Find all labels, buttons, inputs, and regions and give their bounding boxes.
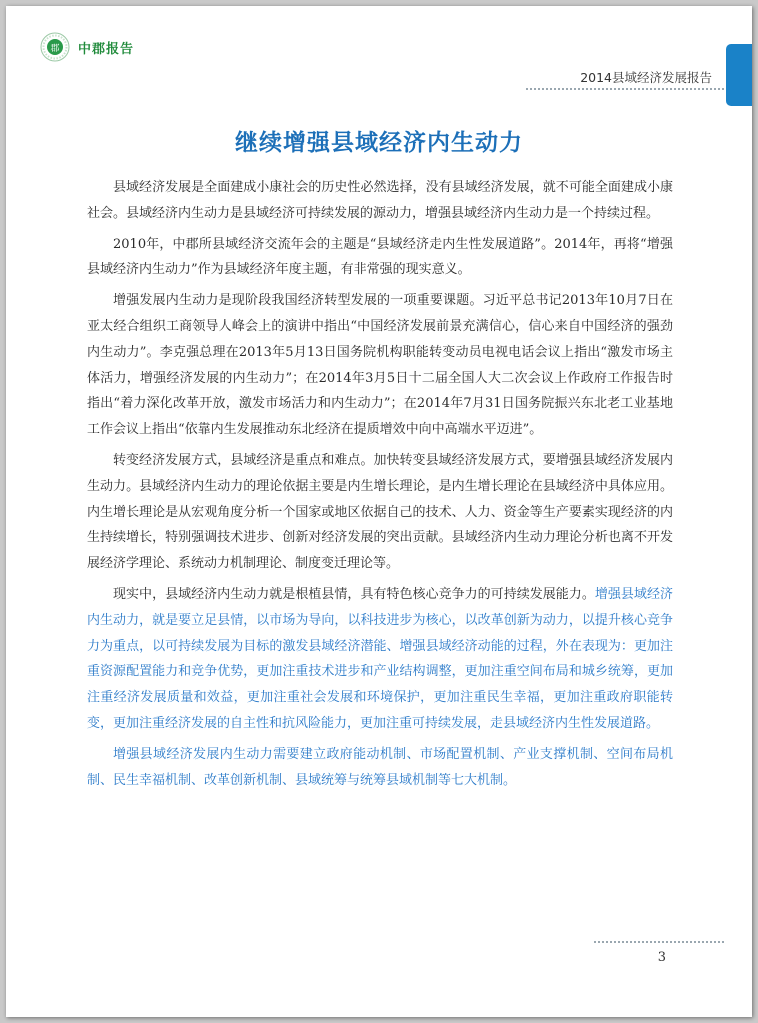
article-body (87, 175, 673, 798)
logo (40, 32, 134, 62)
page-number: 3 (657, 950, 666, 965)
paragraph (87, 582, 673, 737)
paragraph: 转变经济发展方式，县域经济是重点和难点。加快转变县域经济发展方式，要增强县域经济发展内生动力。县域经济内生动力的理论依据主要是内生增长理论，是内生增长理论在县域经济中具体应用。内生增长理论是从宏观角度分析一个国家或地区依据自己的技术、人力、资金等生产要素实现经济的内生持续增长，特别强调技术进步、创新对经济发展的突出贡献。县域经济内生动力理论分析也离不开发展经济学理论、系统动力机制理论、制度变迁理论等。 (87, 452, 673, 572)
zhongjun-emblem-icon (40, 32, 70, 62)
footer-divider (594, 941, 724, 943)
logo-emblem-text: 郡 (50, 44, 60, 54)
logo-text: 中郡报告 (78, 41, 135, 57)
highlighted-text: 增强县域经济内生动力，就是要立足县情，以市场为导向，以科技进步为核心，以改革创新为动力，以提升核心竞争力为重点，以可持续发展为目标的激发县域经济潜能、增强县域经济动能的过程，外在表现为：更加注重资源配置能力和竞争优势，更加注重技术进步和产业结构调整，更加注重空间布局和城乡统筹，更加注重经济发展质量和效益，更加注重社会发展和环境保护，更加注重民生幸福，更加注重政府职能转变，更加注重经济发展的自主性和抗风险能力，更加注重可持续发展，走县域经济内生性发展道路。 (87, 586, 673, 731)
paragraph: 县域经济发展是全面建成小康社会的历史性必然选择，没有县域经济发展，就不可能全面建成小康社会。县域经济内生动力是县域经济可持续发展的源动力，增强县域经济内生动力是一个持续过程。 (87, 180, 673, 221)
document-page (6, 6, 752, 1017)
header-accent-tab (726, 44, 752, 106)
highlighted-paragraph: 增强县域经济发展内生动力需要建立政府能动机制、市场配置机制、产业支撑机制、空间布局机制、民生幸福机制、改革创新机制、县域统筹与统筹县域机制等七大机制。 (87, 746, 673, 788)
report-title: 2014县域经济发展报告 (580, 70, 712, 85)
header-divider (526, 88, 724, 90)
paragraph: 2010年，中郡所县域经济交流年会的主题是“县域经济走内生性发展道路”。2014年，再将“增强县域经济内生动力”作为县域经济年度主题，有非常强的现实意义。 (87, 236, 673, 278)
article-title: 继续增强县域经济内生动力 (235, 129, 523, 156)
paragraph-lead: 现实中，县域经济内生动力就是根植县情，具有特色核心竞争力的可持续发展能力。 (113, 586, 595, 602)
paragraph: 增强发展内生动力是现阶段我国经济转型发展的一项重要课题。习近平总书记2013年10月7日在亚太经合组织工商领导人峰会上的演讲中指出“中国经济发展前景充满信心，信心来自中国经济的强劲内生动力”。李克强总理在2013年5月13日国务院机构职能转变动员电视电话会议上指出“激发市场主体活力，增强经济发展的内生动力”；在2014年3月5日十二届全国人大二次会议上作政府工作报告时指出“着力深化改革开放，激发市场活力和内生动力”；在2014年7月31日国务院振兴东北老工业基地工作会议上指出“依靠内生发展推动东北经济在提质增效中向中高端水平迈进”。 (87, 293, 673, 438)
